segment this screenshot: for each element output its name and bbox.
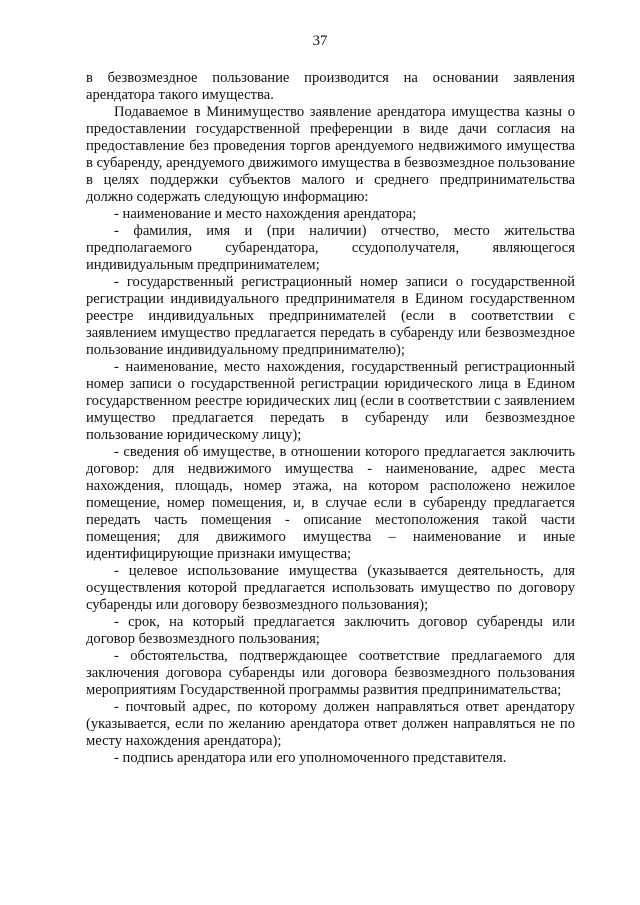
list-item-signature: - подпись арендатора или его уполномоченного представителя. <box>114 750 507 766</box>
list-item-postal-address: - почтовый адрес, по которому должен направляться ответ арендатору (указывается, если по желанию арендатора ответ должен направляться не по месту нахождения арендатора); <box>86 699 575 749</box>
list-item-sublessee-individual: - фамилия, имя и (при наличии) отчество, место жительства предполагаемого субарендатора, ссудополучателя, являющегося индивидуальным предпринимателем; <box>86 223 575 273</box>
list-item-legal-entity: - наименование, место нахождения, государственный регистрационный номер записи о государственной регистрации юридического лица в Едином государственном реестре юридических лиц (если в соответствии с заявлением имущество предлагается передать в субаренду или безвозмездное пользование юридическому лицу); <box>86 359 575 443</box>
page-number: 37 <box>312 33 328 49</box>
paragraph-continuation: в безвозмездное пользование производится на основании заявления арендатора такого имущества. <box>86 70 575 103</box>
list-item-circumstances: - обстоятельства, подтверждающее соответствие предлагаемого для заключения договора субаренды или договора безвозмездного пользования мероприятиям Государственной программы развития предпринимательства; <box>86 648 575 698</box>
list-item-intended-use: - целевое использование имущества (указывается деятельность, для осуществления которой предлагается использовать имущество по договору субаренды или договору безвозмездного пользования); <box>86 563 575 613</box>
list-item-property-details: - сведения об имуществе, в отношении которого предлагается заключить договор: для недвижимого имущества - наименование, адрес места нахождения, площадь, номер этажа, на котором расположено нежилое помещение, номер помещения, и, в случае если в субаренду предлагается передать часть помещения - описание местоположения такой части помещения; для движимого имущества – наименование и иные идентифицирующие признаки имущества; <box>86 444 575 562</box>
list-item-individual-registration: - государственный регистрационный номер записи о государственной регистрации индивидуального предпринимателя в Едином государственном реестре индивидуальных предпринимателей (если в соответствии с заявлением имущество предлагается передать в субаренду или безвозмездное пользование индивидуальному предпринимателю); <box>86 274 575 358</box>
paragraph-application-requirements: Подаваемое в Минимущество заявление арендатора имущества казны о предоставлении государственной преференции в виде дачи согласия на предоставление без проведения торгов арендуемого недвижимого имущества в субаренду, арендуемого движимого имущества в безвозмездное пользование в целях поддержки субъектов малого и среднего предпринимательства должно содержать следующую информацию: <box>86 104 575 205</box>
document-body <box>86 70 575 767</box>
list-item-tenant-name: - наименование и место нахождения арендатора; <box>114 206 417 222</box>
list-item-term: - срок, на который предлагается заключить договор субаренды или договор безвозмездного пользования; <box>86 614 575 647</box>
